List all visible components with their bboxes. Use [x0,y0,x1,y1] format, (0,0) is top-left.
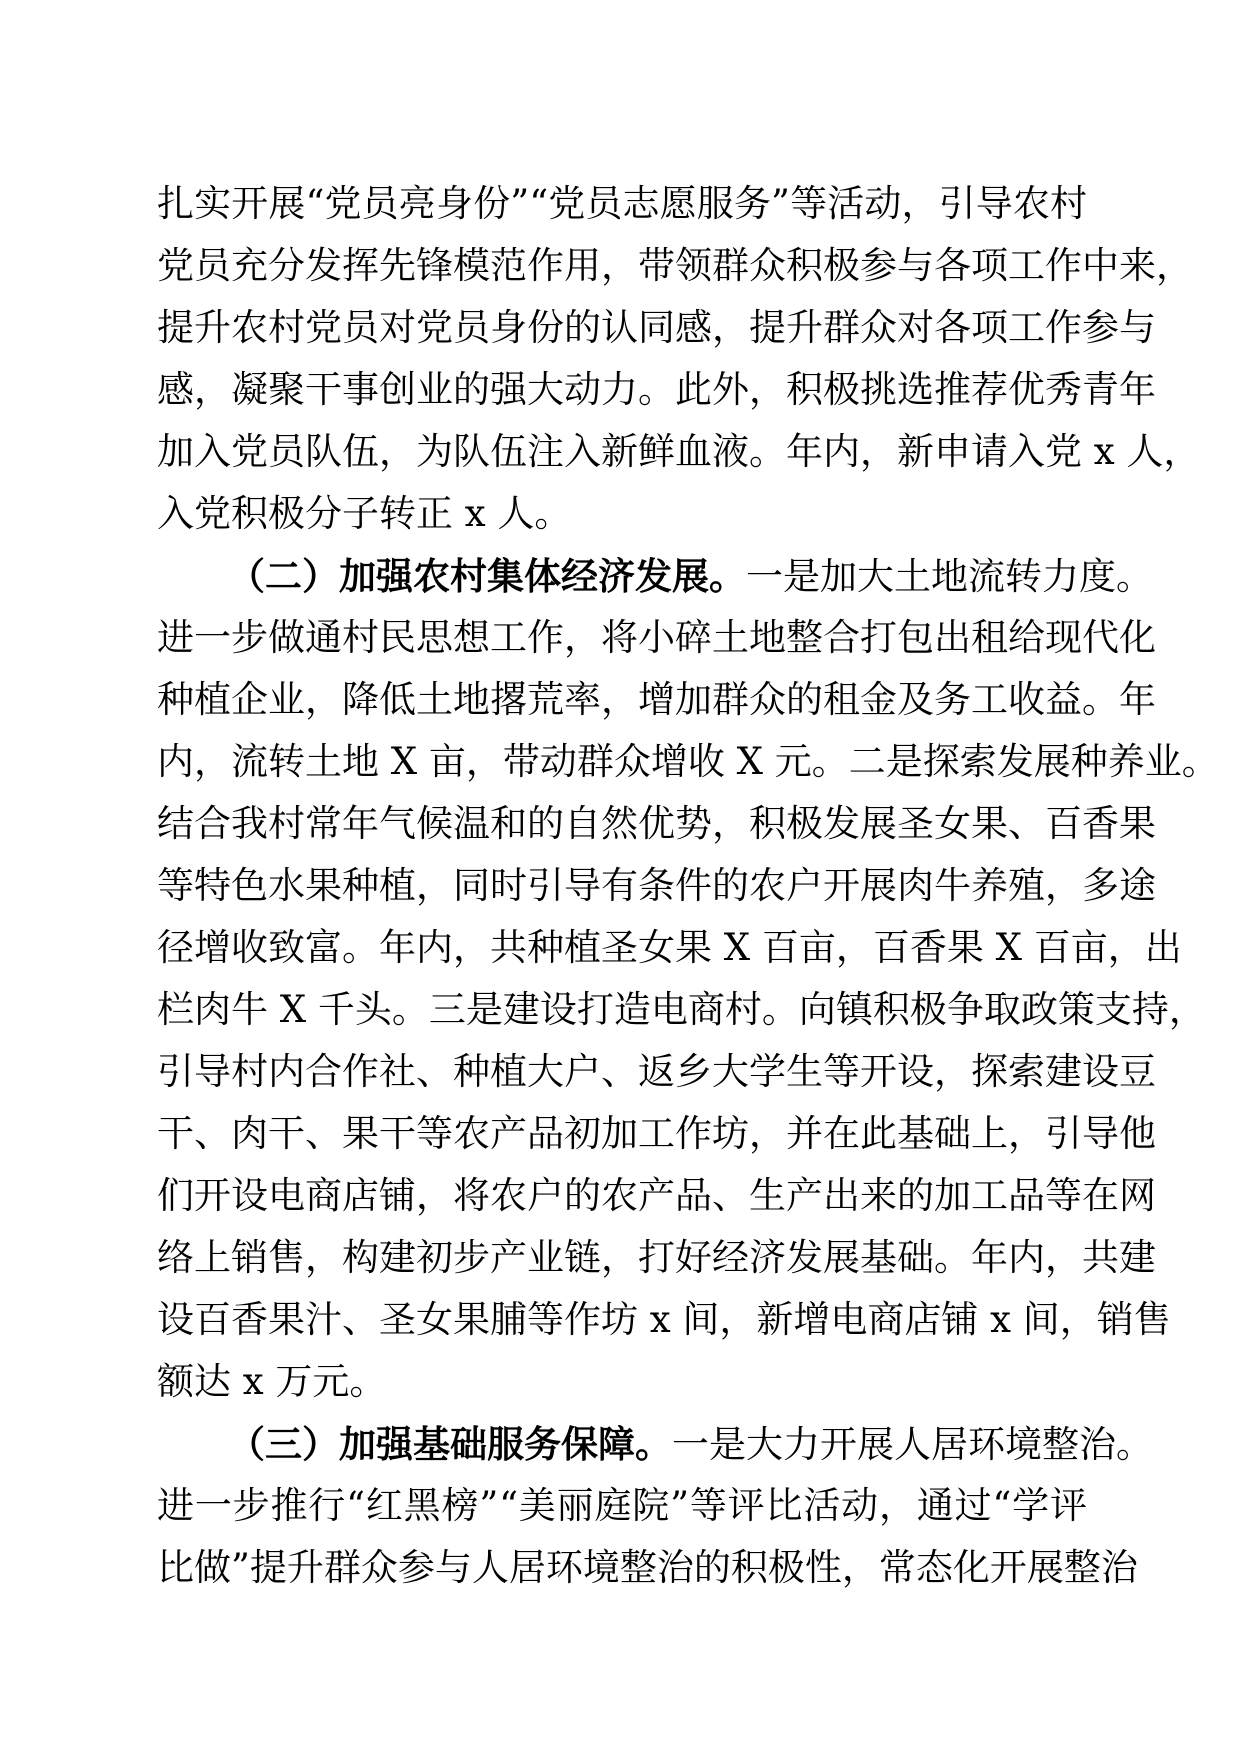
text-line: 扎实开展“党员亮身份”“党员志愿服务”等活动，引导农村 [157,182,1088,225]
text-line: 种植企业，降低土地撂荒率，增加群众的租金及务工收益。年 [157,678,1156,721]
text-line: 引导村内合作社、种植大户、返乡大学生等开设，探索建设豆 [157,1050,1156,1093]
text-line: 进一步做通村民思想工作，将小碎土地整合打包出租给现代化 [157,616,1156,659]
text-line: 干、肉干、果干等农产品初加工作坊，并在此基础上，引导他 [157,1112,1156,1155]
text-line: 党员充分发挥先锋模范作用，带领群众积极参与各项工作中来， [157,244,1193,287]
text-line: 栏肉牛 X 千头。三是建设打造电商村。向镇积极争取政策支持， [157,988,1206,1031]
section-2-heading: （二）加强农村集体经济发展。 [228,554,746,598]
section-2-first-line: 一是加大土地流转力度。 [746,555,1153,598]
text-line: 加入党员队伍，为队伍注入新鲜血液。年内，新申请入党 x 人， [157,430,1201,473]
section-3-heading: （三）加强基础服务保障。 [228,1422,672,1466]
section-heading-line [228,1414,1153,1474]
text-line: 络上销售，构建初步产业链，打好经济发展基础。年内，共建 [157,1236,1156,1279]
text-line: 进一步推行“红黑榜”“美丽庭院”等评比活动，通过“学评 [157,1484,1088,1527]
text-line: 等特色水果种植，同时引导有条件的农户开展肉牛养殖，多途 [157,864,1156,907]
text-line: 径增收致富。年内，共种植圣女果 X 百亩，百香果 X 百亩，出 [157,926,1182,969]
text-line: 设百香果汁、圣女果脯等作坊 x 间，新增电商店铺 x 间，销售 [157,1298,1171,1341]
text-line: 提升农村党员对党员身份的认同感，提升群众对各项工作参与 [157,306,1156,349]
section-heading-line [228,546,1153,606]
text-line: 额达 x 万元。 [157,1360,387,1403]
text-line: 入党积极分子转正 x 人。 [157,492,572,535]
section-3-first-line: 一是大力开展人居环境整治。 [672,1423,1153,1466]
text-line: 们开设电商店铺，将农户的农产品、生产出来的加工品等在网 [157,1174,1156,1217]
text-line: 感，凝聚干事创业的强大动力。此外，积极挑选推荐优秀青年 [157,368,1156,411]
text-line: 比做”提升群众参与人居环境整治的积极性，常态化开展整治 [157,1546,1138,1589]
text-line: 内，流转土地 X 亩，带动群众增收 X 元。二是探索发展种养业。 [157,740,1219,783]
text-line: 结合我村常年气候温和的自然优势，积极发展圣女果、百香果 [157,802,1156,845]
